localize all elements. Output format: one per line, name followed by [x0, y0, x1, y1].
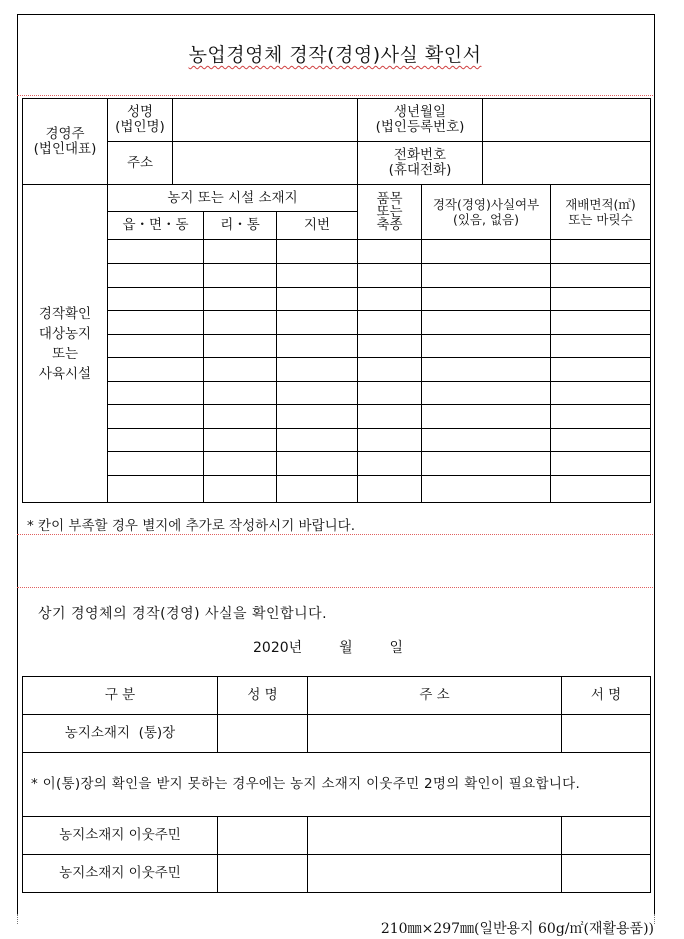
phone-field[interactable] [483, 142, 651, 185]
table-row [23, 311, 651, 335]
table-row [23, 288, 651, 311]
neighbor-2-sign[interactable] [562, 855, 651, 893]
table-row [23, 429, 651, 452]
jibun-header: 지번 [277, 212, 358, 240]
table-row [23, 240, 651, 264]
divider [17, 587, 653, 588]
land-section-label: 경작확인 대상농지 또는 사육시설 [23, 185, 108, 503]
witness-note: * 이(통)장의 확인을 받지 못하는 경우에는 농지 소재지 이웃주민 2명의 확인이 필요합니다. [23, 753, 651, 817]
document-title: 농업경영체 경작(경영)사실 확인서 [188, 44, 482, 66]
col-address-header: 주 소 [308, 677, 562, 715]
neighbor-1-name[interactable] [218, 817, 308, 855]
date-year-suffix: 년 [288, 640, 303, 656]
neighbor-1-address[interactable] [308, 817, 562, 855]
area-header: 재배면적(㎡) 또는 마릿수 [551, 185, 651, 240]
item-header: 품목 또는 축종 [358, 185, 422, 240]
neighbor-1-sign[interactable] [562, 817, 651, 855]
cultivation-header: 경작(경영)사실여부 (있음, 없음) [422, 185, 551, 240]
village-head-sign[interactable] [562, 715, 651, 753]
land-table [22, 184, 651, 503]
owner-table [22, 98, 651, 185]
table-row [23, 452, 651, 476]
date-line [253, 637, 403, 657]
date-day[interactable]: 일 [389, 640, 404, 656]
name-field[interactable] [173, 99, 358, 142]
name-label: 성명 (법인명) [108, 99, 173, 142]
col-sign-header: 서 명 [562, 677, 651, 715]
confirm-text: 상기 경영체의 경작(경영) 사실을 확인합니다. [38, 606, 328, 622]
address-field[interactable] [173, 142, 358, 185]
village-head-name[interactable] [218, 715, 308, 753]
phone-label: 전화번호 (휴대전화) [358, 142, 483, 185]
eup-header: 읍・면・동 [108, 212, 204, 240]
table-row [23, 405, 651, 429]
divider [17, 534, 653, 535]
birth-field[interactable] [483, 99, 651, 142]
extra-sheet-note: * 칸이 부족할 경우 별지에 추가로 작성하시기 바랍니다. [27, 518, 355, 534]
table-row [23, 382, 651, 405]
divider [17, 95, 653, 96]
col-name-header: 성 명 [218, 677, 308, 715]
date-year[interactable]: 2020 [253, 640, 289, 656]
neighbor-2-name[interactable] [218, 855, 308, 893]
row-village-head: 농지소재지 (통)장 [23, 715, 218, 753]
birth-label: 생년월일 (법인등록번호) [358, 99, 483, 142]
row-neighbor-1: 농지소재지 이웃주민 [23, 817, 218, 855]
table-row [23, 264, 651, 288]
table-row [23, 476, 651, 503]
table-row [23, 358, 651, 382]
address-label: 주소 [108, 142, 173, 185]
village-head-address[interactable] [308, 715, 562, 753]
witness-table [22, 676, 651, 893]
col-type-header: 구 분 [23, 677, 218, 715]
owner-section-label: 경영주 (법인대표) [23, 99, 108, 185]
table-row [23, 335, 651, 358]
neighbor-2-address[interactable] [308, 855, 562, 893]
date-month[interactable]: 월 [339, 640, 353, 656]
paper-spec-footer: 210㎜×297㎜(일반용지 60g/㎡(재활용품)) [380, 921, 654, 937]
row-neighbor-2: 농지소재지 이웃주민 [23, 855, 218, 893]
ri-header: 리・통 [204, 212, 277, 240]
location-header: 농지 또는 시설 소재지 [108, 185, 358, 212]
